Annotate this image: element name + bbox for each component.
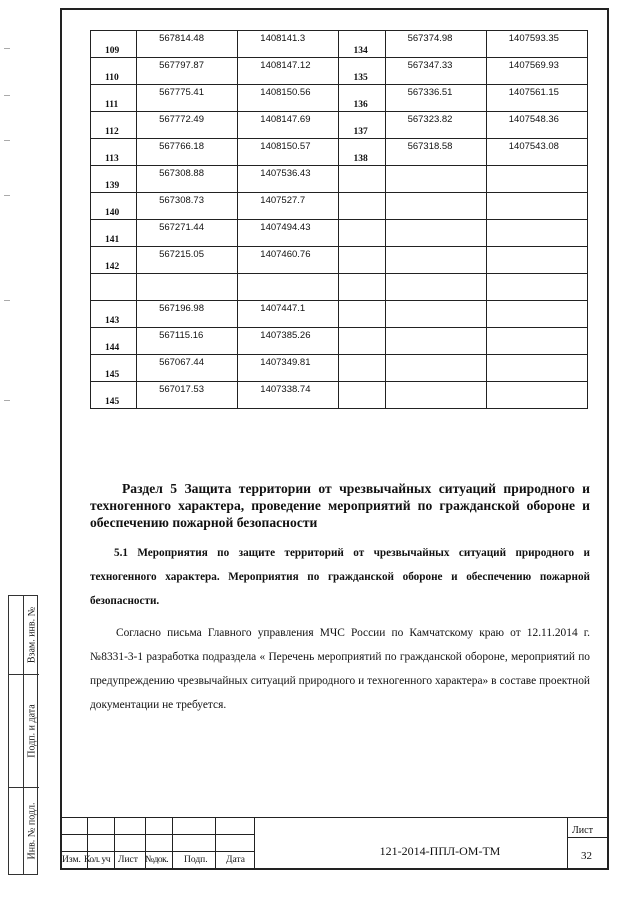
- table-cell: [339, 58, 385, 85]
- y-coordinate: 1407349.81: [260, 357, 311, 368]
- table-cell: [486, 139, 587, 166]
- table-cell: [91, 382, 137, 409]
- stamp-label-list: Лист: [118, 855, 138, 865]
- x-coordinate: 567347.33: [407, 60, 453, 71]
- table-cell: [385, 139, 486, 166]
- table-cell: [238, 139, 339, 166]
- table-cell: [238, 220, 339, 247]
- table-cell: [385, 193, 486, 220]
- table-cell: [137, 328, 238, 355]
- table-cell: [137, 220, 238, 247]
- x-coordinate: 567323.82: [407, 114, 453, 125]
- table-row: [91, 220, 588, 247]
- table-cell: [486, 220, 587, 247]
- table-cell: [486, 274, 587, 301]
- margin-mark: [4, 300, 10, 301]
- table-row: [91, 58, 588, 85]
- stamp-label-izm: Изм.: [62, 855, 81, 865]
- table-row: [91, 31, 588, 58]
- table-cell: [91, 247, 137, 274]
- table-cell: [339, 85, 385, 112]
- table-cell: [486, 328, 587, 355]
- point-number: 145: [105, 370, 120, 380]
- y-coordinate: 1407569.93: [508, 60, 559, 71]
- y-coordinate: 1407543.08: [508, 141, 559, 152]
- table-cell: [385, 85, 486, 112]
- table-cell: [339, 166, 385, 193]
- table-row: [91, 355, 588, 382]
- x-coordinate: 567775.41: [159, 87, 204, 98]
- x-coordinate: 567814.48: [159, 33, 204, 44]
- sheet-label: Лист: [572, 825, 593, 836]
- y-coordinate: 1407494.43: [260, 222, 311, 233]
- inv-podl-label: Инв. № подл.: [26, 802, 37, 859]
- table-cell: [385, 247, 486, 274]
- y-coordinate: 1408150.57: [260, 141, 311, 152]
- table-cell: [238, 58, 339, 85]
- y-coordinate: 1407548.36: [508, 114, 559, 125]
- stamp-label-data: Дата: [226, 855, 245, 865]
- table-row: [91, 139, 588, 166]
- y-coordinate: 1407527.7: [260, 195, 306, 206]
- table-cell: [137, 355, 238, 382]
- table-cell: [385, 58, 486, 85]
- x-coordinate: 567017.53: [159, 384, 204, 395]
- table-row: [91, 193, 588, 220]
- table-row: [91, 85, 588, 112]
- title-block-stamp: [60, 817, 609, 870]
- vzam-inv-label: Взам. инв. №: [26, 606, 37, 664]
- table-cell: [385, 355, 486, 382]
- table-cell: [137, 139, 238, 166]
- table-cell: [486, 247, 587, 274]
- point-number: 145: [105, 397, 120, 407]
- point-number: 112: [105, 127, 119, 137]
- y-coordinate: 1408141.3: [260, 33, 306, 44]
- table-cell: [238, 85, 339, 112]
- point-number: 138: [353, 154, 368, 164]
- table-cell: [137, 382, 238, 409]
- table-cell: [486, 31, 587, 58]
- table-cell: [486, 355, 587, 382]
- table-cell: [238, 382, 339, 409]
- table-cell: [339, 31, 385, 58]
- table-row: [91, 301, 588, 328]
- table-cell: [137, 301, 238, 328]
- point-number: 136: [353, 100, 368, 110]
- y-coordinate: 1408147.12: [260, 60, 311, 71]
- margin-mark: [4, 48, 10, 49]
- point-number: 139: [105, 181, 120, 191]
- table-cell: [385, 31, 486, 58]
- coordinates-table: [90, 30, 588, 409]
- point-number: 144: [105, 343, 120, 353]
- x-coordinate: 567772.49: [159, 114, 204, 125]
- podp-data-label: Подп. и дата: [26, 703, 37, 758]
- table-cell: [238, 166, 339, 193]
- table-cell: [91, 31, 137, 58]
- x-coordinate: 567766.18: [159, 141, 204, 152]
- table-cell: [91, 301, 137, 328]
- stamp-label-kol-uch: Кол. уч: [84, 855, 111, 865]
- point-number: 113: [105, 154, 119, 164]
- table-cell: [91, 220, 137, 247]
- table-row: [91, 112, 588, 139]
- table-row: [91, 274, 588, 301]
- margin-mark: [4, 140, 10, 141]
- point-number: 111: [105, 100, 119, 110]
- table-cell: [137, 31, 238, 58]
- sheet-number: 32: [581, 850, 592, 862]
- table-cell: [486, 301, 587, 328]
- margin-mark: [4, 400, 10, 401]
- table-cell: [238, 328, 339, 355]
- table-cell: [137, 193, 238, 220]
- point-number: 140: [105, 208, 120, 218]
- x-coordinate: 567271.44: [159, 222, 204, 233]
- section-title: Раздел 5 Защита территории от чрезвычайных ситуаций природного и техногенного характера, проведение мероприятий по гражданской обороне и обеспечению пожарной безопасности: [90, 481, 590, 530]
- stamp-label-ndok: №док.: [145, 855, 169, 865]
- table-cell: [137, 112, 238, 139]
- inv-podl-cell: [23, 787, 39, 874]
- table-cell: [91, 274, 137, 301]
- table-cell: [339, 382, 385, 409]
- section-body: Согласно письма Главного управления МЧС России по Камчатскому краю от 12.11.2014 г. №8331-3-1 разработка подраздела « Перечень мероприятий по гражданской обороне, мероприятий по предупреждению чрезвычайных ситуаций природного и техногенного характера» в составе проектной документации не требуется.: [90, 627, 590, 711]
- x-coordinate: 567336.51: [407, 87, 453, 98]
- x-coordinate: 567067.44: [159, 357, 204, 368]
- table-cell: [91, 355, 137, 382]
- table-cell: [137, 85, 238, 112]
- table-cell: [238, 112, 339, 139]
- margin-mark: [4, 195, 10, 196]
- stamp-sheet-line: [568, 837, 609, 838]
- table-cell: [137, 247, 238, 274]
- document-code: 121-2014-ППЛ-ОМ-ТМ: [379, 844, 501, 858]
- y-coordinate: 1407447.1: [260, 303, 306, 314]
- table-cell: [238, 301, 339, 328]
- point-number: 137: [353, 127, 368, 137]
- table-cell: [238, 274, 339, 301]
- x-coordinate: 567318.58: [407, 141, 453, 152]
- table-row: [91, 328, 588, 355]
- table-cell: [385, 382, 486, 409]
- point-number: 110: [105, 73, 119, 83]
- table-row: [91, 247, 588, 274]
- point-number: 142: [105, 262, 120, 272]
- x-coordinate: 567196.98: [159, 303, 204, 314]
- table-cell: [91, 85, 137, 112]
- table-cell: [238, 193, 339, 220]
- table-cell: [137, 274, 238, 301]
- table-cell: [486, 85, 587, 112]
- table-cell: [339, 139, 385, 166]
- section-5: [90, 480, 590, 717]
- point-number: 109: [105, 46, 120, 56]
- table-cell: [238, 31, 339, 58]
- table-cell: [91, 328, 137, 355]
- y-coordinate: 1407385.26: [260, 330, 311, 341]
- y-coordinate: 1407593.35: [508, 33, 559, 44]
- table-cell: [339, 328, 385, 355]
- table-cell: [339, 274, 385, 301]
- table-cell: [486, 112, 587, 139]
- table-cell: [91, 139, 137, 166]
- table-cell: [339, 220, 385, 247]
- table-cell: [385, 328, 486, 355]
- point-number: 134: [353, 46, 368, 56]
- table-cell: [339, 112, 385, 139]
- point-number: 135: [353, 73, 368, 83]
- table-cell: [385, 112, 486, 139]
- table-cell: [91, 112, 137, 139]
- table-cell: [385, 220, 486, 247]
- table-cell: [486, 193, 587, 220]
- table-cell: [238, 247, 339, 274]
- left-side-strip: [8, 595, 38, 875]
- table-cell: [91, 193, 137, 220]
- table-cell: [137, 58, 238, 85]
- table-cell: [486, 58, 587, 85]
- x-coordinate: 567115.16: [159, 330, 204, 341]
- table-cell: [339, 193, 385, 220]
- margin-mark: [4, 95, 10, 96]
- table-cell: [91, 58, 137, 85]
- y-coordinate: 1407536.43: [260, 168, 311, 179]
- table-cell: [385, 166, 486, 193]
- y-coordinate: 1407338.74: [260, 384, 311, 395]
- x-coordinate: 567308.73: [159, 195, 204, 206]
- x-coordinate: 567374.98: [407, 33, 453, 44]
- y-coordinate: 1408150.56: [260, 87, 311, 98]
- table-cell: [385, 301, 486, 328]
- table-cell: [339, 355, 385, 382]
- point-number: 143: [105, 316, 120, 326]
- table-cell: [385, 274, 486, 301]
- table-cell: [91, 166, 137, 193]
- podp-data-cell: [23, 674, 39, 787]
- stamp-label-podp: Подп.: [184, 855, 208, 865]
- table-row: [91, 382, 588, 409]
- y-coordinate: 1407460.76: [260, 249, 311, 260]
- point-number: 141: [105, 235, 120, 245]
- table-cell: [486, 166, 587, 193]
- table-cell: [137, 166, 238, 193]
- y-coordinate: 1408147.69: [260, 114, 311, 125]
- section-subtitle: 5.1 Мероприятия по защите территорий от чрезвычайных ситуаций природного и техногенного характера. Мероприятия по гражданской обороне и обеспечению пожарной безопасности.: [90, 547, 590, 607]
- x-coordinate: 567215.05: [159, 249, 204, 260]
- x-coordinate: 567797.87: [159, 60, 204, 71]
- table-cell: [339, 247, 385, 274]
- x-coordinate: 567308.88: [159, 168, 204, 179]
- table-cell: [238, 355, 339, 382]
- table-cell: [339, 301, 385, 328]
- vzam-inv-cell: [23, 596, 39, 674]
- table-cell: [486, 382, 587, 409]
- y-coordinate: 1407561.15: [508, 87, 559, 98]
- table-row: [91, 166, 588, 193]
